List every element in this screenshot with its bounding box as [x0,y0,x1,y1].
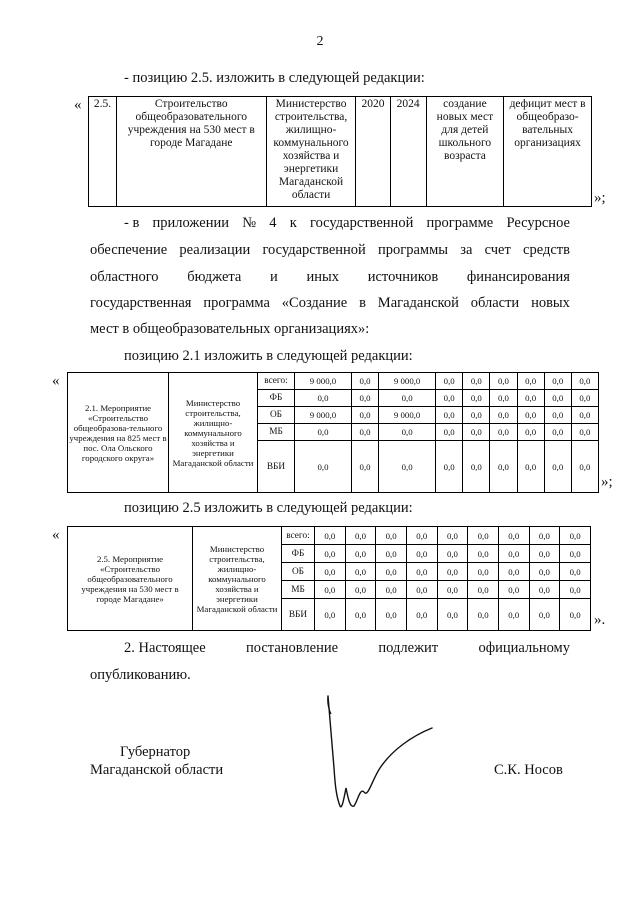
table3-cell: 0,0 [406,581,437,599]
table2-open-quote: « [52,373,60,389]
table2-cell: 9 000,0 [295,373,352,390]
word: реализации [179,242,251,258]
table3-row-label: всего: [282,527,315,545]
table2-close-quote: »; [601,474,613,490]
table2-cell: 0,0 [295,390,352,407]
paragraph-position-2-5-second: позицию 2.5 изложить в следующей редакции: [124,500,413,516]
table3-cell: 0,0 [468,527,499,545]
word: новых [531,295,570,311]
paragraph-appendix-line-4 [90,295,570,312]
table3-cell: 0,0 [406,563,437,581]
table2-cell: 0,0 [571,441,598,493]
word: источников [367,269,439,285]
word: бюджета [187,269,242,285]
table2-cell: 0,0 [517,407,544,424]
paragraph-publication-line-2: опубликованию. [90,667,191,683]
word: государственной [262,242,366,258]
table2-cell: 0,0 [544,390,571,407]
table3-close-quote: ». [594,612,606,628]
table3-cell: 0,0 [529,599,560,631]
table2-row-label: всего: [258,373,295,390]
table2-cell: 0,0 [463,441,490,493]
table3-cell: 0,0 [468,563,499,581]
table2-cell: 0,0 [295,424,352,441]
signatory-title-line-2: Магаданской области [90,762,224,778]
paragraph-appendix-line-2 [90,242,570,259]
table1-cell-ministry: Министерство строительства, жилищно-коммунального хозяйства и энергетики Магаданской области [266,97,356,207]
word: программа [203,295,270,311]
table2-cell: 9 000,0 [295,407,352,424]
table3-cell: 0,0 [560,563,591,581]
table2-cell: 0,0 [436,390,463,407]
word: областного [90,269,159,285]
table1-open-quote: « [74,97,82,113]
table2-cell: 9 000,0 [379,407,436,424]
table3-cell: 0,0 [498,599,529,631]
table3-cell: 0,0 [376,527,407,545]
word: Ресурсное [506,215,570,231]
paragraph-appendix-line-5: мест в общеобразовательных организациях»: [90,321,370,337]
table2-cell: 0,0 [571,424,598,441]
table3-cell: 0,0 [498,527,529,545]
word: обеспечение [90,242,168,258]
table3-cell: 0,0 [406,527,437,545]
word: программе [426,215,494,231]
table1-row [89,97,592,207]
word: приложении [152,215,229,231]
word: программы [378,242,449,258]
table-row [68,527,591,545]
word: подлежит [378,640,439,656]
table2-cell: 0,0 [351,407,378,424]
word: постановление [246,640,339,656]
word: 4 [269,215,277,231]
paragraph-position-2-5: - позицию 2.5. изложить в следующей редакции: [124,70,425,86]
table3-cell: 0,0 [376,545,407,563]
table2-cell: 0,0 [463,373,490,390]
table3-cell: 0,0 [529,563,560,581]
table3-cell: 0,0 [345,581,376,599]
table1-cell-start-year: 2020 [356,97,390,207]
table1-close-quote: »; [594,190,606,206]
table2-cell: 0,0 [490,424,517,441]
word: и [270,269,278,285]
table2-cell: 0,0 [436,373,463,390]
table2-cell: 0,0 [544,441,571,493]
word: Магаданской [377,295,459,311]
table3 [67,526,591,631]
table3-cell: 0,0 [315,563,346,581]
table2-cell: 0,0 [379,390,436,407]
table3-cell: 0,0 [560,581,591,599]
table3-cell: 0,0 [437,581,468,599]
table1-cell-problem: дефицит мест в общеобразо-вательных организациях [504,97,592,207]
word: 2. Настоящее [124,640,206,656]
table3-cell: 0,0 [406,545,437,563]
word: в [359,295,366,311]
word: счет [484,242,511,258]
table2-cell: 0,0 [463,407,490,424]
word: за [460,242,473,258]
table3-cell: 0,0 [315,581,346,599]
table2-cell: 0,0 [436,441,463,493]
table3-cell: 0,0 [406,599,437,631]
table-row [68,373,599,390]
table3-cell: 0,0 [529,545,560,563]
table2-row-label: МБ [258,424,295,441]
signatory-name: С.К. Носов [494,762,563,778]
table3-cell: 0,0 [345,563,376,581]
word: № [242,215,257,231]
table3-cell: 0,0 [437,527,468,545]
table3-cell: 0,0 [315,545,346,563]
table2-ministry: Министерство строительства, жилищно-коммунального хозяйства и энергетики Магаданской области [169,373,258,493]
table2-activity: 2.1. Мероприятие «Строительство общеобразова-тельного учреждения на 825 мест в пос. Ола Ольского городского округа» [68,373,169,493]
table2-cell: 0,0 [571,390,598,407]
table3-cell: 0,0 [498,563,529,581]
table1-cell-number: 2.5. [89,97,117,207]
table2-cell: 0,0 [463,390,490,407]
table3-ministry: Министерство строительства, жилищно-коммунального хозяйства и энергетики Магаданской области [193,527,282,631]
table3-cell: 0,0 [560,599,591,631]
table3-cell: 0,0 [345,527,376,545]
paragraph-publication-line-1 [124,640,570,657]
table2-cell: 0,0 [517,373,544,390]
table1-cell-result: создание новых мест для детей школьного возраста [426,97,503,207]
table2-cell: 0,0 [517,390,544,407]
table2-cell: 0,0 [351,373,378,390]
table2-cell: 0,0 [571,407,598,424]
table3-cell: 0,0 [345,545,376,563]
table3-open-quote: « [52,527,60,543]
table3-cell: 0,0 [498,545,529,563]
word: средств [523,242,570,258]
table2-cell: 9 000,0 [379,373,436,390]
word: государственной [309,215,414,231]
table2-cell: 0,0 [351,390,378,407]
table2-cell: 0,0 [351,441,378,493]
table2-cell: 0,0 [571,373,598,390]
table3-cell: 0,0 [560,527,591,545]
table2-cell: 0,0 [379,424,436,441]
table2-cell: 0,0 [544,424,571,441]
table3-cell: 0,0 [529,527,560,545]
table1 [88,96,592,207]
table2-cell: 0,0 [379,441,436,493]
table2-cell: 0,0 [490,390,517,407]
table2-cell: 0,0 [463,424,490,441]
word: - в [124,215,140,231]
table3-cell: 0,0 [376,581,407,599]
table3-row-label: ВБИ [282,599,315,631]
table2-row-label: ВБИ [258,441,295,493]
table3-cell: 0,0 [315,527,346,545]
table3-cell: 0,0 [437,563,468,581]
table3-cell: 0,0 [560,545,591,563]
table3-row-label: МБ [282,581,315,599]
table3-cell: 0,0 [315,599,346,631]
table3-cell: 0,0 [468,581,499,599]
table2-row-label: ОБ [258,407,295,424]
word: государственная [90,295,192,311]
table3-cell: 0,0 [345,599,376,631]
table3-cell: 0,0 [498,581,529,599]
table3-cell: 0,0 [529,581,560,599]
word: иных [306,269,340,285]
paragraph-position-2-1: позицию 2.1 изложить в следующей редакции: [124,348,413,364]
table2 [67,372,599,493]
table2-cell: 0,0 [436,424,463,441]
handwritten-signature [322,688,472,828]
table2-row-label: ФБ [258,390,295,407]
table3-cell: 0,0 [376,563,407,581]
table1-cell-object: Строительство общеобразовательного учреждения на 530 мест в городе Магадане [116,97,266,207]
table2-cell: 0,0 [517,441,544,493]
table3-cell: 0,0 [468,545,499,563]
table3-activity: 2.5. Мероприятие «Строительство общеобразовательного учреждения на 530 мест в городе Магадане» [68,527,193,631]
table2-cell: 0,0 [351,424,378,441]
table2-cell: 0,0 [490,441,517,493]
table2-cell: 0,0 [517,424,544,441]
table2-cell: 0,0 [436,407,463,424]
table2-cell: 0,0 [490,407,517,424]
paragraph-appendix-line-3 [90,269,570,286]
table3-row-label: ОБ [282,563,315,581]
page-number: 2 [316,34,324,49]
table3-row-label: ФБ [282,545,315,563]
table3-cell: 0,0 [376,599,407,631]
word: области [470,295,520,311]
table3-cell: 0,0 [437,599,468,631]
word: финансирования [466,269,570,285]
table2-cell: 0,0 [295,441,352,493]
word: «Создание [281,295,348,311]
table2-cell: 0,0 [544,407,571,424]
table3-cell: 0,0 [468,599,499,631]
table1-cell-end-year: 2024 [390,97,426,207]
paragraph-appendix-line-1 [124,215,570,232]
table3-cell: 0,0 [437,545,468,563]
signatory-title-line-1: Губернатор [120,744,191,760]
word: официальному [478,640,570,656]
table2-cell: 0,0 [490,373,517,390]
table2-cell: 0,0 [544,373,571,390]
word: к [289,215,297,231]
